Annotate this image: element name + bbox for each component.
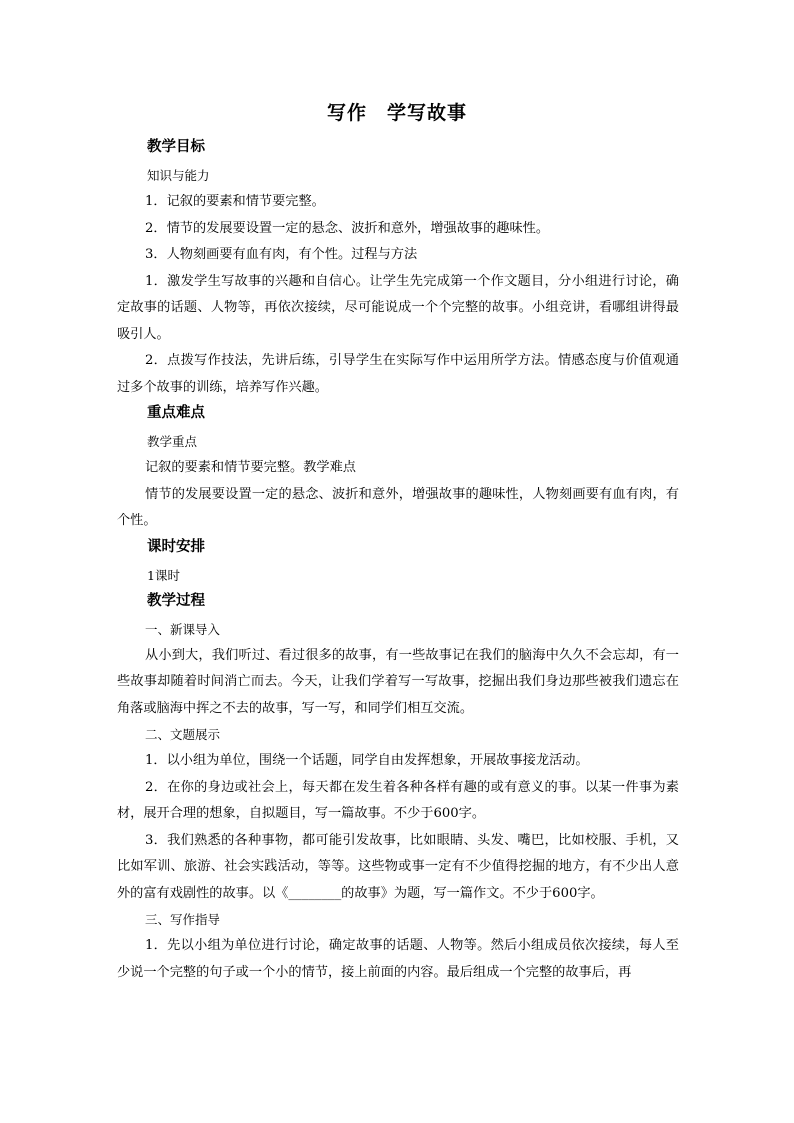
- document-body: [117, 135, 679, 986]
- section-intro-title: 一、新课导入: [145, 621, 221, 637]
- section-topics-title: 二、文题展示: [145, 727, 221, 742]
- paragraph: 1．记叙的要素和情节要完整。: [145, 194, 325, 209]
- page-title: 写作 学写故事: [326, 102, 467, 124]
- section-guidance-title: 三、写作指导: [145, 912, 221, 927]
- paragraph: 情节的发展要设置一定的悬念、波折和意外，增强故事的趣味性，人物刻画要有血有肉，有个性。: [117, 486, 679, 528]
- paragraph: 2．情节的发展要设置一定的悬念、波折和意外，增强故事的趣味性。: [145, 220, 550, 236]
- paragraph: 3．我们熟悉的各种事物，都可能引发故事，比如眼睛、头发、嘴巴，比如校服、手机，又比如军训、旅游、社会实践活动，等等。这些物或事一定有不少值得挖掘的地方，有不少出人意外的富有戏剧性的故事。以《________的故事》为题，写一篇作文。不少于600字。: [117, 832, 679, 901]
- paragraph: 2．点拨写作技法，先讲后练，引导学生在实际写作中运用所学方法。情感态度与价值观通过多个故事的训练，培养写作兴趣。: [117, 353, 679, 395]
- paragraph: 从小到大，我们听过、看过很多的故事，有一些故事记在我们的脑海中久久不会忘却，有一些故事却随着时间消亡而去。今天，让我们学着写一写故事，挖掘出我们身边那些被我们遗忘在角落或脑海中挥之不去的故事，写一写，和同学们相互交流。: [117, 647, 679, 716]
- subheading-knowledge: 知识与能力: [147, 168, 210, 183]
- schedule-text: 1课时: [147, 567, 180, 583]
- heading-teaching-process: 教学过程: [147, 591, 205, 609]
- paragraph: 1．激发学生写故事的兴趣和自信心。让学生先完成第一个作文题目，分小组进行讨论，确定故事的话题、人物等，再依次接续，尽可能说成一个个完整的故事。小组竞讲，看哪组讲得最吸引人。: [117, 273, 679, 342]
- paragraph: 3．人物刻画要有血有肉，有个性。过程与方法: [145, 247, 418, 262]
- heading-schedule: 课时安排: [147, 537, 205, 555]
- subheading-key-teaching: 教学重点: [147, 434, 198, 449]
- paragraph: 1．以小组为单位，围绕一个话题，同学自由发挥想象，开展故事接龙活动。: [145, 753, 589, 768]
- paragraph: 2．在你的身边或社会上，每天都在发生着各种各样有趣的或有意义的事。以某一件事为素材，展开合理的想象，自拟题目，写一篇故事。不少于600字。: [117, 779, 679, 821]
- paragraph: 1．先以小组为单位进行讨论，确定故事的话题、人物等。然后小组成员依次接续，每人至少说一个完整的句子或一个小的情节，接上前面的内容。最后组成一个完整的故事后，再: [117, 938, 679, 980]
- heading-teaching-goals: 教学目标: [147, 138, 205, 155]
- paragraph: 记叙的要素和情节要完整。教学难点: [145, 460, 356, 475]
- heading-key-points: 重点难点: [147, 404, 205, 421]
